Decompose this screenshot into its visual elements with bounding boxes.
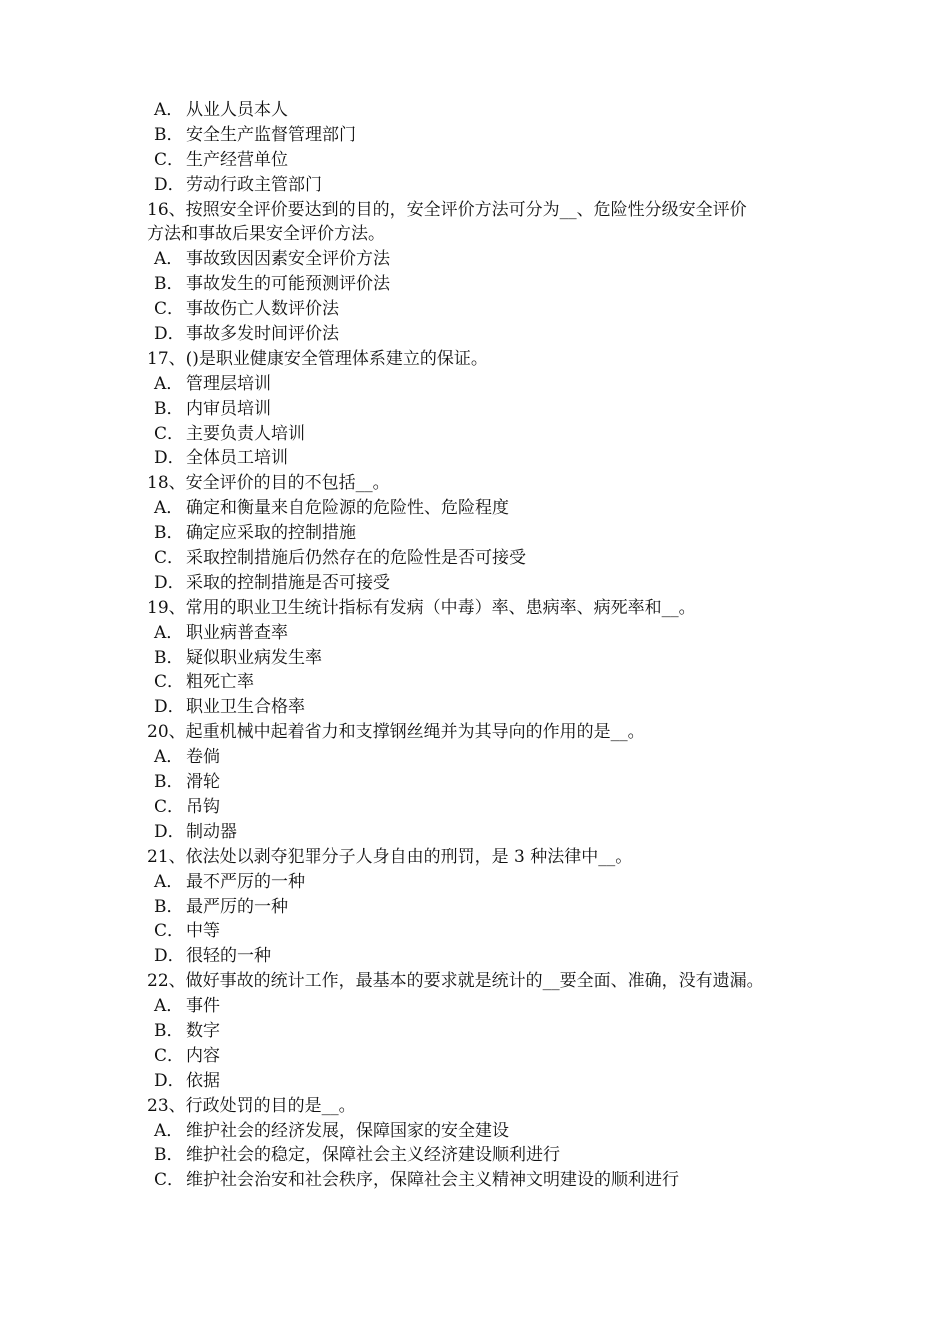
option-line: [147, 895, 817, 920]
option-text: 事故致因因素安全评价方法: [186, 249, 390, 270]
option-line: [147, 397, 817, 422]
question-line: 21、依法处以剥夺犯罪分子人身自由的刑罚，是 3 种法律中__。: [147, 846, 633, 867]
option-text: 内审员培训: [186, 398, 271, 419]
option-letter: C．: [154, 149, 185, 170]
option-line: [147, 422, 817, 447]
option-text: 内容: [186, 1045, 220, 1066]
option-text: 安全生产监督管理部门: [186, 124, 356, 145]
option-letter: A．: [154, 871, 184, 892]
option-line: [147, 695, 817, 720]
option-text: 疑似职业病发生率: [186, 647, 322, 668]
option-text: 管理层培训: [186, 373, 271, 394]
option-line: [147, 621, 817, 646]
option-letter: B．: [154, 124, 184, 145]
option-letter: D．: [154, 1070, 185, 1091]
option-text: 从业人员本人: [186, 100, 288, 120]
option-letter: D．: [154, 448, 185, 469]
option-letter: C．: [154, 796, 185, 817]
option-letter: A．: [154, 622, 184, 643]
option-line: [147, 646, 817, 671]
option-line: [147, 1119, 817, 1144]
option-letter: C．: [154, 299, 185, 320]
option-letter: B．: [154, 274, 184, 295]
option-text: 最不严厉的一种: [186, 871, 305, 892]
option-letter: A．: [154, 996, 184, 1017]
option-line: [147, 670, 817, 695]
option-text: 采取的控制措施是否可接受: [186, 572, 390, 593]
option-letter: B．: [154, 896, 184, 917]
option-letter: B．: [154, 647, 184, 668]
option-letter: D．: [154, 324, 185, 345]
question-line: 22、做好事故的统计工作，最基本的要求就是统计的__要全面、准确，没有遗漏。: [147, 971, 764, 992]
option-line: [147, 247, 817, 272]
option-line: [147, 870, 817, 895]
question-line: 16、按照安全评价要达到的目的，安全评价方法可分为__、危险性分级安全评价: [147, 199, 747, 220]
option-text: 事故多发时间评价法: [186, 324, 339, 345]
option-text: 粗死亡率: [186, 672, 254, 693]
option-text: 维护社会治安和社会秩序，保障社会主义精神文明建设的顺利进行: [186, 1170, 679, 1191]
option-line: [147, 770, 817, 795]
option-line: [147, 1069, 817, 1094]
document-body: [147, 98, 817, 1193]
option-text: 职业病普查率: [186, 622, 288, 643]
option-letter: B．: [154, 772, 184, 793]
option-line: [147, 322, 817, 347]
option-line: [147, 571, 817, 596]
question-line: 20、起重机械中起着省力和支撑钢丝绳并为其导向的作用的是__。: [147, 722, 645, 743]
option-text: 最严厉的一种: [186, 896, 288, 917]
option-text: 卷倘: [186, 747, 220, 768]
option-line: [147, 372, 817, 397]
option-text: 依据: [186, 1070, 220, 1091]
option-text: 滑轮: [186, 772, 220, 793]
option-text: 采取控制措施后仍然存在的危险性是否可接受: [186, 548, 526, 569]
option-text: 确定应采取的控制措施: [186, 523, 356, 544]
option-text: 事故伤亡人数评价法: [186, 299, 339, 320]
option-line: [147, 173, 817, 198]
option-text: 事件: [186, 996, 220, 1017]
option-line: [147, 1019, 817, 1044]
option-text: 确定和衡量来自危险源的危险性、危险程度: [186, 498, 509, 519]
option-line: [147, 944, 817, 969]
option-text: 维护社会的经济发展，保障国家的安全建设: [186, 1120, 509, 1141]
option-text: 制动器: [186, 821, 237, 842]
option-text: 事故发生的可能预测评价法: [186, 274, 390, 295]
option-letter: C．: [154, 423, 185, 444]
option-line: [147, 745, 817, 770]
option-letter: C．: [154, 921, 185, 942]
option-text: 中等: [186, 921, 220, 942]
option-line: [147, 1168, 817, 1193]
option-letter: D．: [154, 697, 185, 718]
option-letter: D．: [154, 572, 185, 593]
option-line: [147, 521, 817, 546]
option-text: 劳动行政主管部门: [186, 174, 322, 195]
question-line: 17、()是职业健康安全管理体系建立的保证。: [147, 348, 488, 369]
option-letter: C．: [154, 1170, 185, 1191]
option-letter: A．: [154, 498, 184, 519]
option-letter: B．: [154, 398, 184, 419]
option-letter: D．: [154, 821, 185, 842]
option-text: 生产经营单位: [186, 149, 288, 170]
option-text: 主要负责人培训: [186, 423, 305, 444]
option-line: [147, 98, 817, 123]
option-text: 吊钩: [186, 796, 220, 817]
option-letter: A．: [154, 249, 184, 270]
option-line: [147, 994, 817, 1019]
option-letter: C．: [154, 1045, 185, 1066]
option-line: [147, 446, 817, 471]
option-text: 维护社会的稳定，保障社会主义经济建设顺利进行: [186, 1145, 560, 1166]
option-line: [147, 1044, 817, 1069]
option-text: 数字: [186, 1020, 220, 1041]
option-line: [147, 123, 817, 148]
question-line: 19、常用的职业卫生统计指标有发病（中毒）率、患病率、病死率和__。: [147, 597, 696, 618]
option-line: [147, 272, 817, 297]
option-letter: D．: [154, 174, 185, 195]
option-line: [147, 297, 817, 322]
option-line: [147, 1143, 817, 1168]
option-letter: A．: [154, 100, 184, 120]
question-line: 18、安全评价的目的不包括__。: [147, 473, 390, 494]
option-letter: C．: [154, 672, 185, 693]
option-line: [147, 820, 817, 845]
option-letter: B．: [154, 1020, 184, 1041]
question-line: 23、行政处罚的目的是__。: [147, 1095, 356, 1116]
option-text: 很轻的一种: [186, 946, 271, 967]
option-text: 全体员工培训: [186, 448, 288, 469]
option-letter: D．: [154, 946, 185, 967]
option-text: 职业卫生合格率: [186, 697, 305, 718]
option-line: [147, 795, 817, 820]
option-line: [147, 546, 817, 571]
question-line: 方法和事故后果安全评价方法。: [147, 224, 385, 245]
option-letter: B．: [154, 523, 184, 544]
option-line: [147, 919, 817, 944]
option-letter: A．: [154, 747, 184, 768]
option-line: [147, 148, 817, 173]
option-line: [147, 496, 817, 521]
option-letter: A．: [154, 373, 184, 394]
option-letter: A．: [154, 1120, 184, 1141]
option-letter: C．: [154, 548, 185, 569]
option-letter: B．: [154, 1145, 184, 1166]
